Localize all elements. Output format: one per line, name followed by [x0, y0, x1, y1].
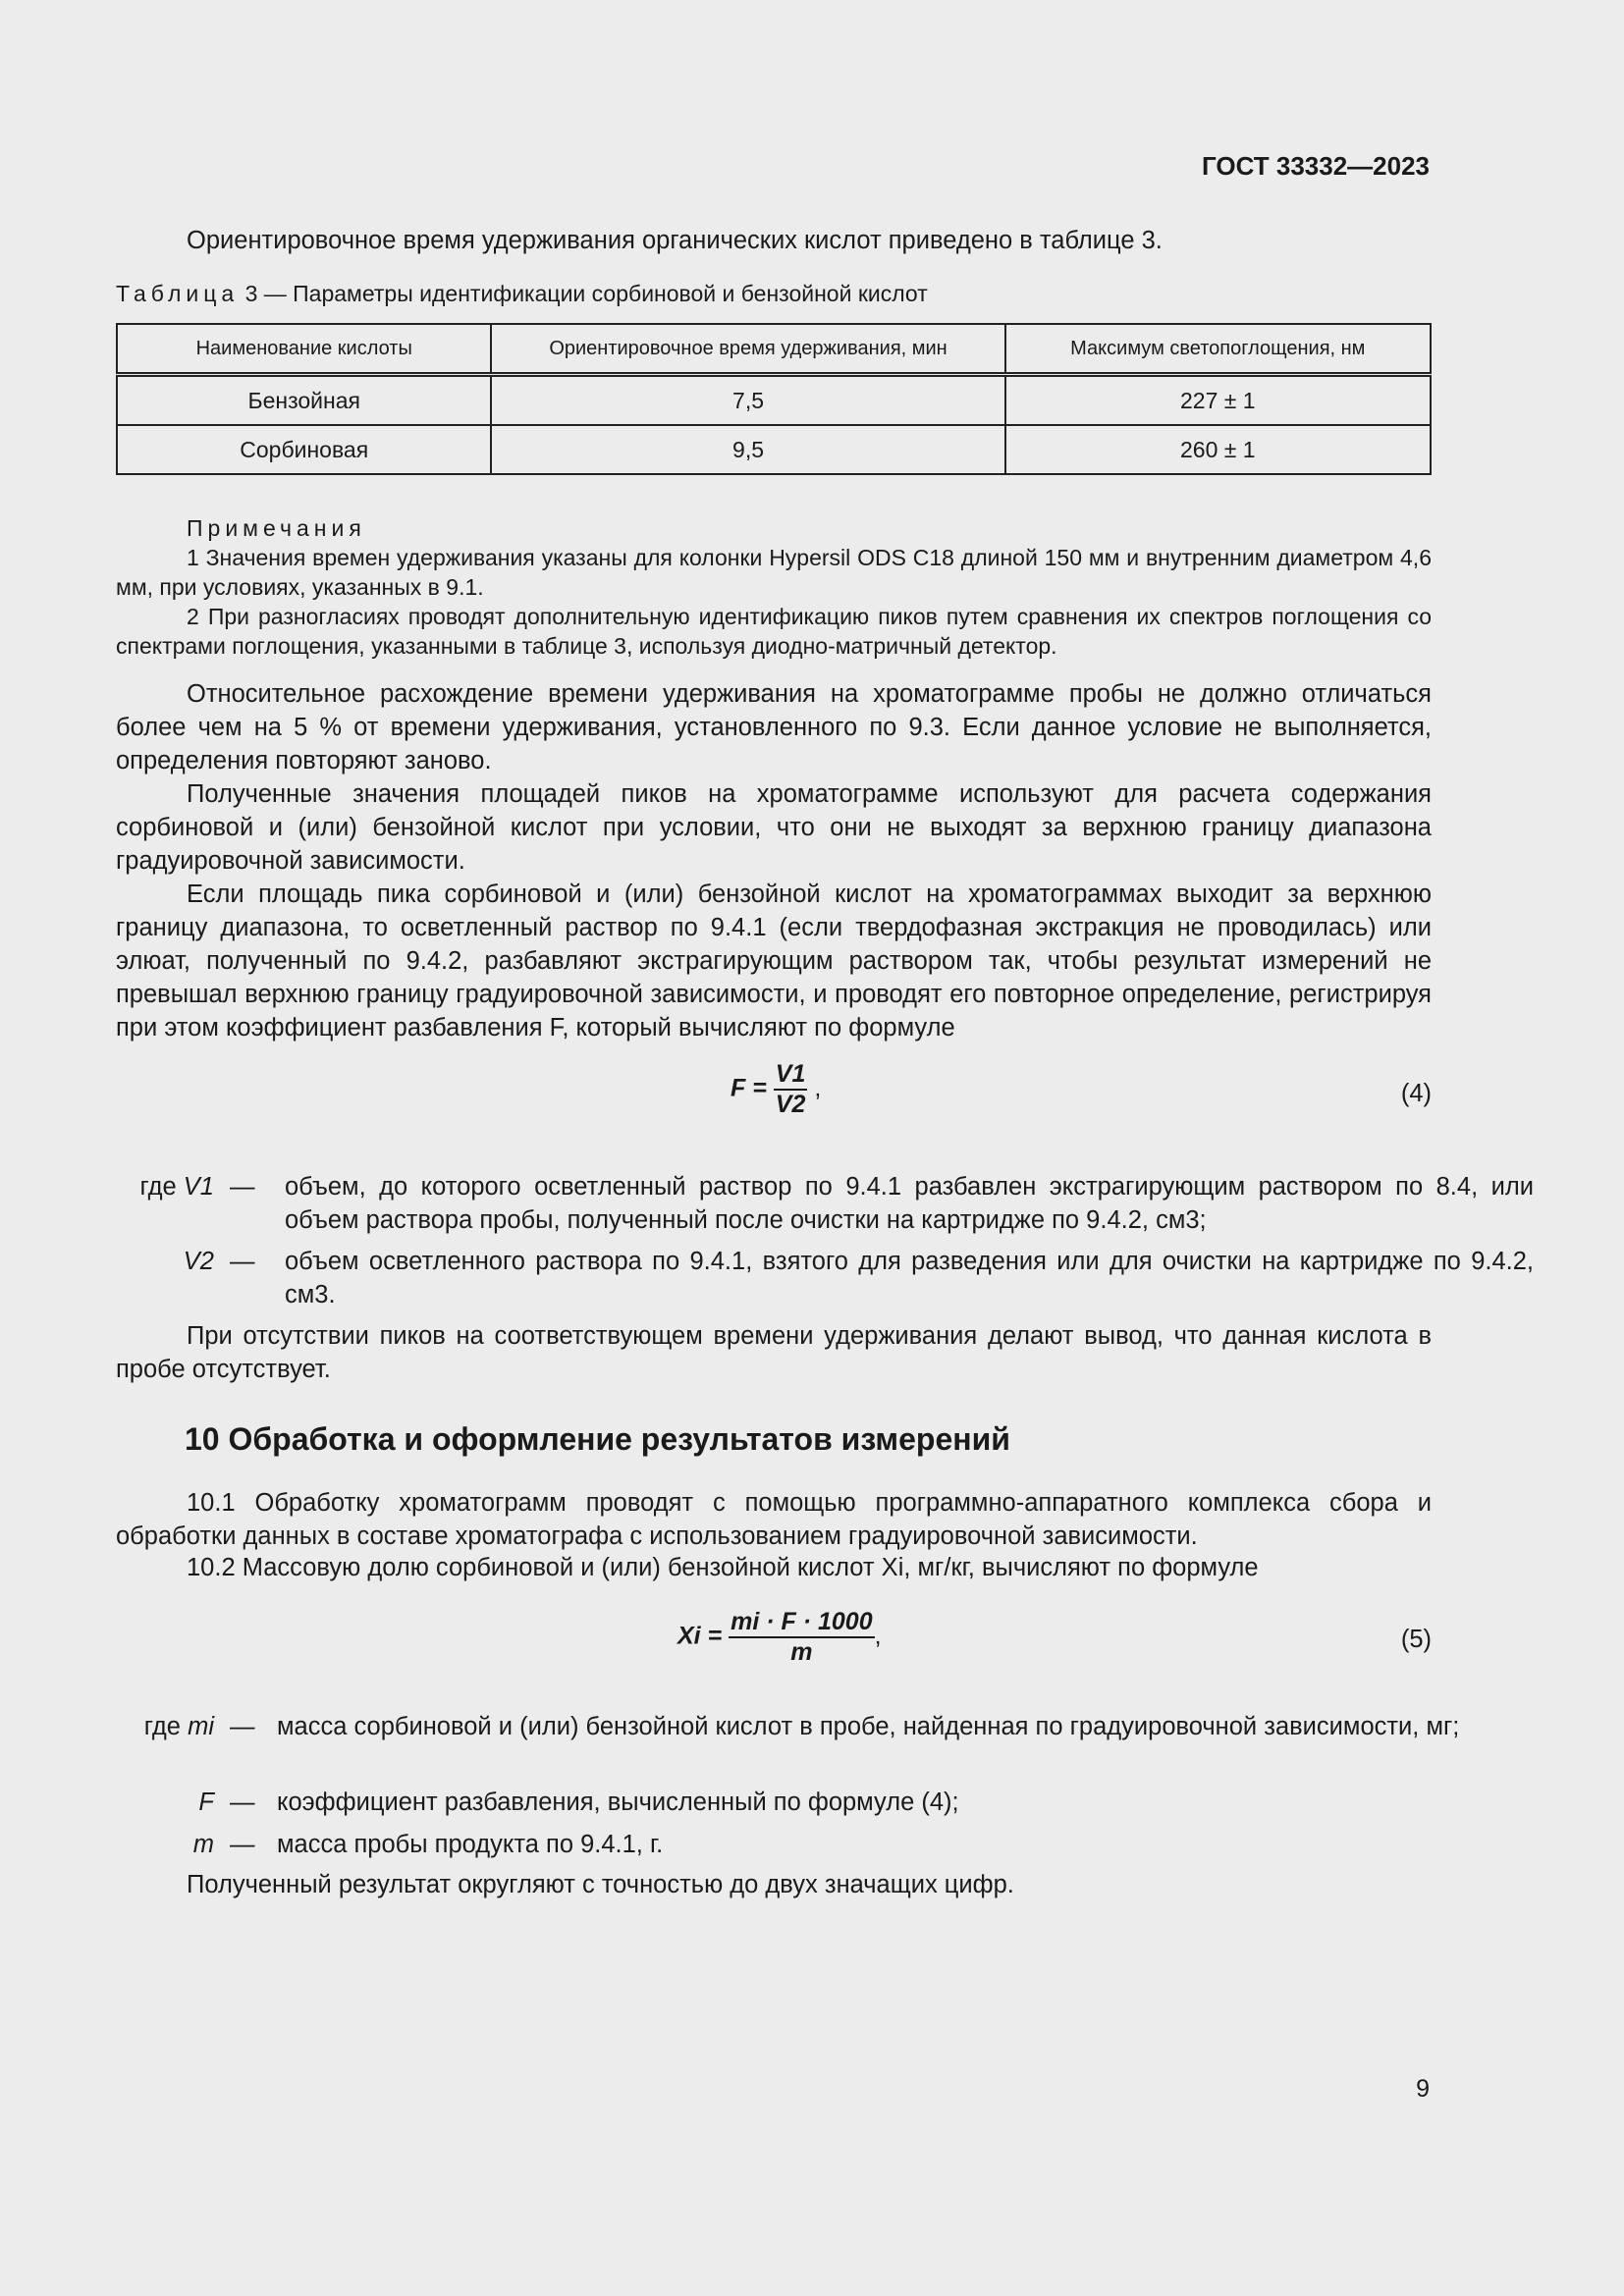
table-caption-text: 3 — Параметры идентификации сорбиновой и бензойной кислот: [239, 281, 928, 306]
final-paragraph: Полученный результат округляют с точностью до двух значащих цифр.: [187, 1871, 1014, 1898]
formula-4-number: (4): [1400, 1080, 1432, 1107]
definition-text: объем осветленного раствора по 9.4.1, взятого для разведения или для очистки на картридже по 9.4.2, см3.: [285, 1248, 1534, 1308]
definition-item: m — масса пробы продукта по 9.4.1, г.: [116, 1828, 1432, 1861]
notes-block: [116, 513, 1432, 661]
definition-item: V2 — объем осветленного раствора по 9.4.1, взятого для разведения или для очистки на картридже по 9.4.2, см3.: [116, 1245, 1432, 1323]
definition-item: где V1 — объем, до которого осветленный раствор по 9.4.1 разбавлен экстрагирующим раствором по 8.4, или объем раствора пробы, полученный после очистки на картридже по 9.4.2, см3;: [116, 1170, 1432, 1249]
definition-symbol: m: [192, 1831, 214, 1858]
table-cell: Сорбиновая: [117, 425, 491, 474]
formula-5-lhs: Xi: [677, 1622, 701, 1650]
paragraph: Относительное расхождение времени удерживания на хроматограмме пробы не должно отличаться более чем на 5 % от времени удерживания, установленного по 9.3. Если данное условие не выполняется, определения повторяют заново.: [116, 680, 1432, 774]
formula-4-numerator: V1: [774, 1060, 808, 1091]
body-paragraphs: [116, 677, 1432, 1044]
formula-5-denominator: m: [790, 1638, 813, 1666]
definition-symbol: V2: [183, 1248, 214, 1275]
definition-item: F — коэффициент разбавления, вычисленный по формуле (4);: [116, 1786, 1432, 1819]
definition-symbol: V1: [183, 1173, 214, 1201]
formula-5-fraction: [729, 1608, 875, 1667]
paragraph: При отсутствии пиков на соответствующем времени удерживания делают вывод, что данная кислота в пробе отсутствует.: [116, 1322, 1432, 1383]
definition-text: коэффициент разбавления, вычисленный по формуле (4);: [277, 1789, 959, 1816]
table-header-row: [117, 324, 1431, 375]
definition-symbol: F: [198, 1789, 214, 1816]
note-item: 2 При разногласиях проводят дополнительную идентификацию пиков путем сравнения их спектров поглощения со спектрами поглощения, указанными в таблице 3, используя диодно-матричный детектор.: [116, 604, 1432, 659]
table-header-cell: Ориентировочное время удерживания, мин: [491, 324, 1004, 375]
formula-4-fraction: [774, 1060, 808, 1119]
formula-5: Xi = $\frac{mi \cdot F \cdot 1000}{m}$ ,: [677, 1608, 882, 1666]
table-row: [117, 425, 1431, 474]
definition-text: объем, до которого осветленный раствор по 9.4.1 разбавлен экстрагирующим раствором по 8.4, или объем раствора пробы, полученный после очистки на картридже по 9.4.2, см3;: [285, 1173, 1534, 1234]
paragraph-10-2: 10.2 Массовую долю сорбиновой и (или) бензойной кислот Xi, мг/кг, вычисляют по формуле: [187, 1554, 1259, 1581]
table-cell: Бензойная: [117, 375, 491, 426]
definition-symbol: mi: [188, 1713, 214, 1740]
formula-5-numerator: mi · F · 1000: [729, 1608, 875, 1638]
page-number: 9: [1416, 2075, 1430, 2103]
definition-prefix: где: [143, 1713, 181, 1740]
table-cell: 7,5: [491, 375, 1004, 426]
paragraph-10-1: 10.1 Обработку хроматограмм проводят с помощью программно-аппаратного комплекса сбора и обработки данных в составе хроматографа с использованием градуировочной зависимости.: [116, 1489, 1432, 1550]
definition-prefix: где: [139, 1173, 177, 1201]
formula-4: F = $\frac{V1}{V2}$ ,: [731, 1060, 822, 1118]
table-header-cell: Максимум светопоглощения, нм: [1005, 324, 1431, 375]
intro-paragraph: Ориентировочное время удерживания органических кислот приведено в таблице 3.: [187, 227, 1163, 254]
formula-5-number: (5): [1400, 1626, 1432, 1653]
parameters-table: [116, 323, 1432, 475]
table-row: [117, 375, 1431, 426]
notes-title: Примечания: [187, 515, 366, 541]
table-caption-word: Таблица: [116, 281, 240, 306]
table-cell: 260 ± 1: [1005, 425, 1431, 474]
definition-text: масса пробы продукта по 9.4.1, г.: [277, 1831, 664, 1858]
table-header-cell: Наименование кислоты: [117, 324, 491, 375]
formula-4-lhs: F: [731, 1074, 746, 1102]
table-cell: 9,5: [491, 425, 1004, 474]
note-item: 1 Значения времен удерживания указаны для колонки Hypersil ODS C18 длиной 150 мм и внутренним диаметром 4,6 мм, при условиях, указанных в 9.1.: [116, 545, 1432, 600]
formula-4-denominator: V2: [775, 1091, 806, 1118]
table-cell: 227 ± 1: [1005, 375, 1431, 426]
table-caption: [116, 281, 928, 307]
definition-text: масса сорбиновой и (или) бензойной кислот в пробе, найденная по градуировочной зависимости, мг;: [277, 1713, 1460, 1740]
section-title: 10 Обработка и оформление результатов измерений: [185, 1421, 1010, 1457]
definition-item: где mi — масса сорбиновой и (или) бензойной кислот в пробе, найденная по градуировочной зависимости, мг;: [116, 1710, 1432, 1781]
paragraph: Если площадь пика сорбиновой и (или) бензойной кислот на хроматограммах выходит за верхнюю границу диапазона, то осветленный раствор по 9.4.1 (если твердофазная экстракция не проводилась) или элюат, полученный по 9.4.2, разбавляют экстрагирующим раствором так, чтобы результат измерений не превышал верхнюю границу градуировочной зависимости, и проводят его повторное определение, регистрируя при этом коэффициент разбавления F, который вычисляют по формуле: [116, 881, 1432, 1041]
paragraph: Полученные значения площадей пиков на хроматограмме используют для расчета содержания сорбиновой и (или) бензойной кислот при условии, что они не выходят за верхнюю границу диапазона градуировочной зависимости.: [116, 780, 1432, 875]
document-code: ГОСТ 33332—2023: [1202, 151, 1430, 181]
